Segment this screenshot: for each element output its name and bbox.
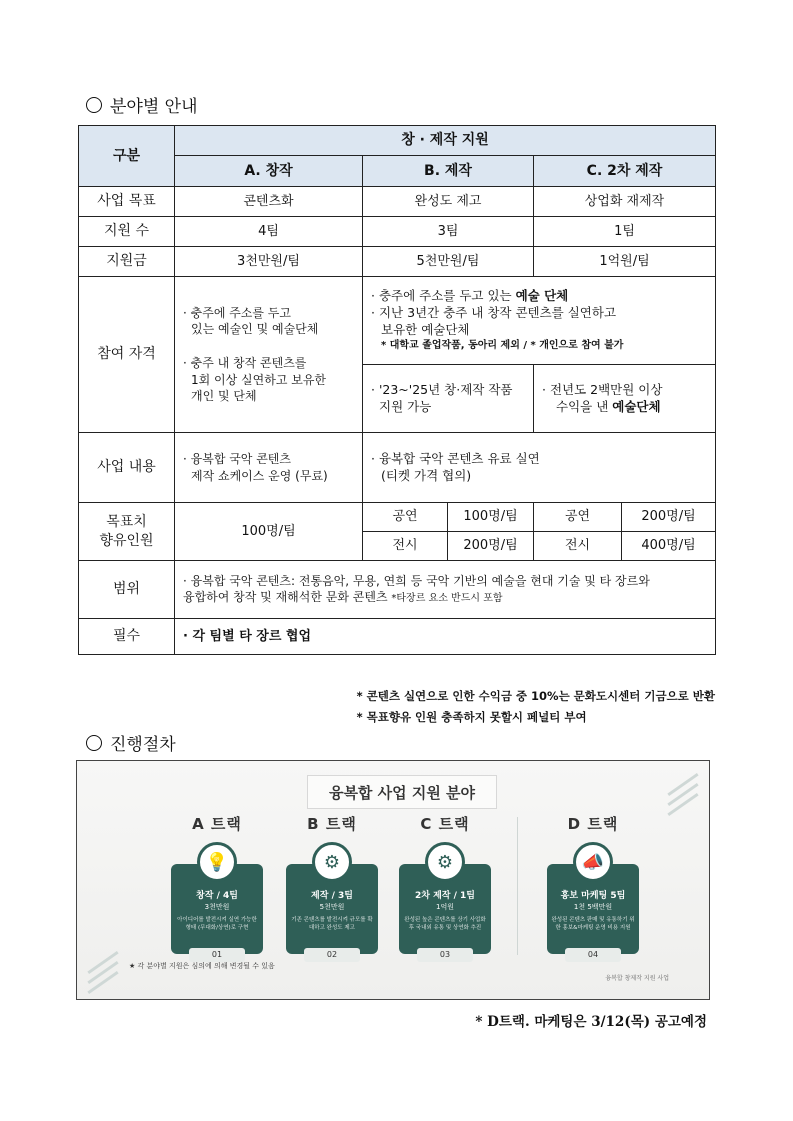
gears-icon: ⚙ xyxy=(425,842,465,882)
header-col-c: C. 2차 제작 xyxy=(534,156,716,187)
track-number: 01 xyxy=(189,948,245,962)
track-desc: 기존 콘텐츠를 발전시켜 규모를 확대하고 완성도 제고 xyxy=(291,917,373,931)
text-line: · 충주에 주소를 두고 xyxy=(183,306,291,321)
row-label: 지원금 xyxy=(79,247,175,277)
footnotes xyxy=(357,686,715,728)
text-line: · 융복합 국악 콘텐츠 유료 실연 xyxy=(371,450,540,466)
row-label: 필수 xyxy=(79,619,175,655)
track-card xyxy=(282,842,382,962)
track-number: 02 xyxy=(304,948,360,962)
panel-title: 융복합 사업 지원 분야 xyxy=(307,775,497,809)
track-a xyxy=(167,813,267,962)
required-cell: · 각 팀별 타 장르 협업 xyxy=(175,619,716,655)
circle-bullet-icon xyxy=(86,735,102,751)
header-category: 구분 xyxy=(79,126,175,187)
table-row xyxy=(79,433,716,503)
track-c xyxy=(395,813,495,962)
text-line: 목표치 xyxy=(106,513,147,530)
track-d xyxy=(543,813,643,962)
section-title: 분야별 안내 xyxy=(110,97,198,117)
table-row xyxy=(79,217,716,247)
circle-bullet-icon xyxy=(86,97,102,113)
track-label: B 트랙 xyxy=(307,815,357,833)
row-label: 참여 자격 xyxy=(79,277,175,433)
cell: 1억원/팀 xyxy=(534,247,716,277)
row-label: 지원 수 xyxy=(79,217,175,247)
cell: 완성도 제고 xyxy=(363,187,534,217)
track-amount: 5천만원 xyxy=(319,903,345,911)
table-row xyxy=(79,277,716,365)
gear-icon: ⚙ xyxy=(312,842,352,882)
track-title: 홍보 마케팅 5팀 xyxy=(560,891,626,901)
decor-stripe xyxy=(87,971,118,994)
text-line: 개인 및 단체 xyxy=(191,388,257,403)
text-line: 보유한 예술단체 xyxy=(381,322,470,338)
track-desc: 완성된 콘텐츠 판매 및 유통하기 위한 홍보&마케팅 운영 비용 지원 xyxy=(551,917,635,931)
track-amount: 3천만원 xyxy=(204,903,230,911)
support-fields-image xyxy=(76,760,710,1000)
text-line: 지원 가능 xyxy=(379,398,432,414)
text: 융합하여 창작 및 재해석한 문화 콘텐츠 xyxy=(183,590,388,605)
footnote: * 목표향유 인원 충족하지 못할시 페널티 부여 xyxy=(356,710,587,724)
cell: 1팀 xyxy=(534,217,716,247)
text-note: * 대학교 졸업작품, 동아리 제외 / * 개인으로 참여 불가 xyxy=(381,340,624,352)
text-line: 향유인원 xyxy=(99,532,154,549)
text: 수익을 낸 xyxy=(556,398,613,414)
lightbulb-icon: 💡 xyxy=(197,842,237,882)
panel-caption: 융복합 창제작 지원 사업 xyxy=(605,975,669,982)
track-label: A 트랙 xyxy=(192,815,242,833)
d-track-note: * D트랙. 마케팅은 3/12(목) 공고예정 xyxy=(475,1014,707,1030)
track-title: 제작 / 3팀 xyxy=(311,891,353,901)
cell: 공연 xyxy=(363,503,448,532)
text-line: · 충주 내 창작 콘텐츠를 xyxy=(183,356,307,371)
qual-a-cell xyxy=(175,277,363,433)
scope-cell xyxy=(175,561,716,619)
cell: 상업화 재제작 xyxy=(534,187,716,217)
text-line: 제작 쇼케이스 운영 (무료) xyxy=(191,468,328,483)
row-label xyxy=(79,503,175,561)
cell: 5천만원/팀 xyxy=(363,247,534,277)
text-line: · 융복합 국악 콘텐츠: 전통음악, 무용, 연희 등 국악 기반의 예술을 현대 기술 및 타 장르와 xyxy=(183,574,650,589)
header-col-a: A. 창작 xyxy=(175,156,363,187)
header-col-b: B. 제작 xyxy=(363,156,534,187)
cell: 4팀 xyxy=(175,217,363,247)
text-bold: 예술단체 xyxy=(612,398,661,414)
panel-footnote: ★ 각 분야별 지원은 심의에 의해 변경될 수 있음 xyxy=(129,962,275,970)
text-line: · '23~'25년 창·제작 작품 xyxy=(371,381,513,397)
footnote: * 콘텐츠 실연으로 인한 수익금 중 10%는 문화도시센터 기금으로 반환 xyxy=(356,689,715,703)
section-heading-procedure xyxy=(86,730,176,755)
track-b xyxy=(282,813,382,962)
cell: 전시 xyxy=(534,532,622,561)
text-line xyxy=(542,399,707,416)
divider xyxy=(517,817,518,955)
qual-bc-cell xyxy=(363,277,716,365)
table-row xyxy=(79,503,716,532)
text-line xyxy=(371,288,707,305)
table-row xyxy=(79,561,716,619)
table-row xyxy=(79,187,716,217)
section-heading-guide xyxy=(86,92,198,117)
text-line: (티켓 가격 협의) xyxy=(381,467,472,483)
track-desc: 아이디어를 발전시켜 실연 가능한 형태 (무대화/상연)로 구현 xyxy=(177,917,257,931)
text-bold: 예술 단체 xyxy=(515,288,569,304)
text-line: · 융복합 국악 콘텐츠 xyxy=(183,452,291,467)
track-title: 2차 제작 / 1팀 xyxy=(415,891,475,901)
track-card xyxy=(395,842,495,962)
cell: 400명/팀 xyxy=(622,532,716,561)
qual-c-cell xyxy=(534,365,716,433)
cell: 100명/팀 xyxy=(175,503,363,561)
track-card xyxy=(167,842,267,962)
track-number: 04 xyxy=(565,948,621,962)
cell: 200명/팀 xyxy=(622,503,716,532)
support-table xyxy=(78,125,716,655)
cell: 3천만원/팀 xyxy=(175,247,363,277)
track-title: 창작 / 4팀 xyxy=(196,891,238,901)
cell: 콘텐츠화 xyxy=(175,187,363,217)
section-title: 진행절차 xyxy=(110,735,176,755)
text-line xyxy=(183,589,707,606)
header-group: 창 · 제작 지원 xyxy=(175,126,716,156)
qual-b-cell xyxy=(363,365,534,433)
content-a-cell xyxy=(175,433,363,503)
cell: 공연 xyxy=(534,503,622,532)
cell: 200명/팀 xyxy=(448,532,534,561)
text-note: *타장르 요소 반드시 포함 xyxy=(391,593,503,605)
table-row xyxy=(79,247,716,277)
track-amount: 1천 5백만원 xyxy=(573,903,613,911)
text-line: 있는 예술인 및 예술단체 xyxy=(191,322,319,337)
content-bc-cell xyxy=(363,433,716,503)
text-line: 1회 이상 실연하고 보유한 xyxy=(191,372,326,387)
track-label: C 트랙 xyxy=(420,815,470,833)
text-line: · 전년도 2백만원 이상 xyxy=(542,381,663,397)
track-amount: 1억원 xyxy=(436,903,454,911)
cell: 100명/팀 xyxy=(448,503,534,532)
cell: 전시 xyxy=(363,532,448,561)
row-label: 범위 xyxy=(79,561,175,619)
text: · 충주에 주소를 두고 있는 xyxy=(371,288,516,304)
decor-stripe xyxy=(667,793,698,816)
text-line: · 지난 3년간 충주 내 창작 콘텐츠를 실연하고 xyxy=(371,305,617,321)
row-label: 사업 내용 xyxy=(79,433,175,503)
table-row xyxy=(79,619,716,655)
track-desc: 완성된 높은 콘텐츠를 상기 사업화 후 국내외 유통 및 상연화 추진 xyxy=(404,917,486,931)
track-number: 03 xyxy=(417,948,473,962)
track-label: D 트랙 xyxy=(567,815,619,833)
row-label: 사업 목표 xyxy=(79,187,175,217)
track-card xyxy=(543,842,643,962)
cell: 3팀 xyxy=(363,217,534,247)
megaphone-icon: 📣 xyxy=(573,842,613,882)
